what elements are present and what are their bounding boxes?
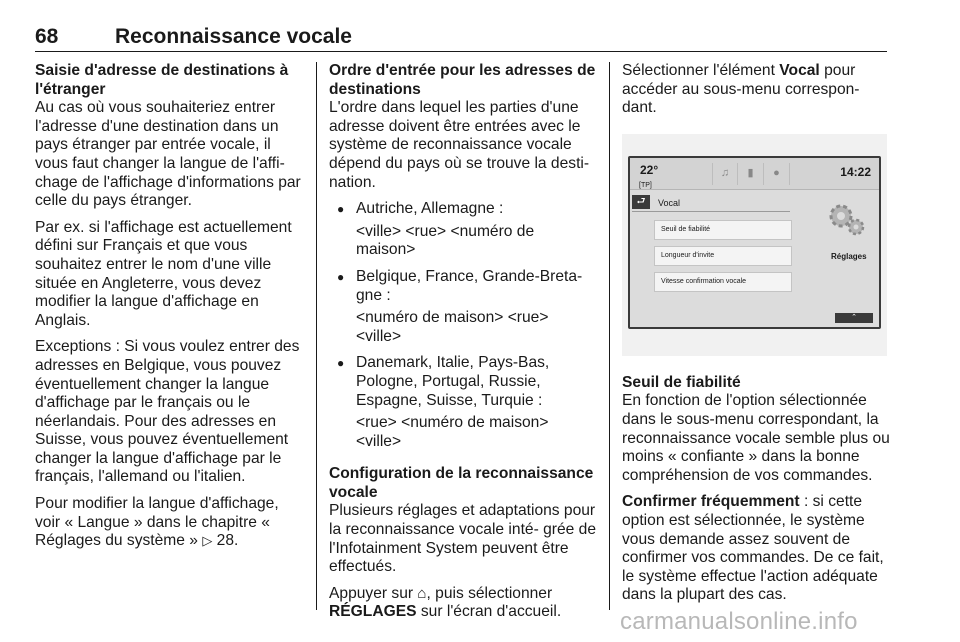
paragraph: Plusieurs réglages et adaptations pour la reconnaissance vocale inté- grée de l'Infotainment System peuvent être effectués. xyxy=(329,502,596,576)
section-heading: Saisie d'adresse de destinations à l'étranger xyxy=(35,62,289,98)
menu-title: Vocal xyxy=(658,197,681,208)
paragraph xyxy=(622,493,890,605)
phone-icon: ▮ xyxy=(738,163,764,185)
paragraph xyxy=(622,62,890,118)
status-bar xyxy=(630,158,879,190)
column-left xyxy=(35,62,303,559)
menu-divider xyxy=(632,211,790,212)
address-order: <numéro de maison> <rue> <ville> xyxy=(356,309,549,345)
page-reference[interactable]: 28. xyxy=(216,532,239,550)
menu-term: RÉGLAGES xyxy=(329,603,417,621)
gear-icon[interactable] xyxy=(827,202,867,238)
menu-item-longueur-invite[interactable]: Longueur d'invite xyxy=(654,246,792,266)
infotainment-screenshot xyxy=(622,134,887,356)
address-order: <ville> <rue> <numéro de maison> xyxy=(356,222,535,259)
menu-item-seuil-de-fiabilite[interactable]: Seuil de fiabilité xyxy=(654,220,792,240)
paragraph xyxy=(329,585,597,622)
section-heading: Seuil de fiabilité xyxy=(622,373,741,391)
traffic-program-indicator: [TP] xyxy=(639,181,652,189)
page-number: 68 xyxy=(35,25,59,48)
music-note-icon: ♫ xyxy=(712,163,738,185)
section-heading: Configuration de la reconnaissance vocale xyxy=(329,465,594,501)
clock: 14:22 xyxy=(840,164,871,179)
home-icon: ⌂ xyxy=(417,584,427,602)
watermark: carmanualsonline.info xyxy=(620,608,858,635)
paragraph: Au cas où vous souhaiteriez entrer l'adresse d'une destination dans un pays étranger par entrée vocale, il vous faut changer la langue de l'affi- chage de l'affichage d'informations par celle du pays étranger. xyxy=(35,99,301,210)
section-heading: Ordre d'entrée pour les adresses de destinations xyxy=(329,62,596,98)
chevron-up-icon[interactable]: ⌃ xyxy=(835,313,873,323)
bullet-item: ● Autriche, Allemagne : xyxy=(329,200,597,219)
paragraph: Exceptions : Si vous voulez entrer des adresses en Belgique, vous pouvez éventuellement changer la langue d'affichage par le français ou le néerlandais. Pour des adresses en Suisse, vous pouvez éventuellement changer la langue d'affichage par le français, l'allemand ou l'italien. xyxy=(35,338,300,486)
bullet-item: ● Belgique, France, Grande-Breta- gne : xyxy=(329,268,597,305)
paragraph-text: Pour modifier la langue d'affichage, voir « Langue » dans le chapitre « Réglages du système » xyxy=(35,495,279,550)
paragraph-text: sur l'écran d'accueil. xyxy=(420,603,562,621)
page-title: Reconnaissance vocale xyxy=(115,25,352,48)
column-middle xyxy=(329,62,597,622)
paragraph xyxy=(35,495,303,551)
menu-term: Vocal xyxy=(779,62,820,79)
paragraph-text: Sélectionner l'élément xyxy=(622,62,775,79)
address-order: <rue> <numéro de maison> <ville> xyxy=(356,414,549,450)
temperature: 22° xyxy=(640,162,659,177)
paragraph-text: , puis sélectionner xyxy=(426,584,553,602)
bullet-item: ● Danemark, Italie, Pays-Bas, Pologne, Portugal, Russie, Espagne, Suisse, Turquie : xyxy=(329,354,597,410)
menu-item-vitesse-confirmation[interactable]: Vitesse confirmation vocale xyxy=(654,272,792,292)
paragraph-text: Appuyer sur xyxy=(329,584,414,602)
settings-label: Réglages xyxy=(831,251,867,261)
paragraph: Par ex. si l'affichage est actuellement défini sur Français et que vous souhaitez entrer le nom d'une ville située en Angleterre, vous devez modifier la langue d'affichage en Anglais. xyxy=(35,218,292,329)
paragraph-text: : si cette option est sélectionnée, le système vous demande assez souvent de confirmer vos commandes. De ce fait, le système effectue l'action adéquate dans la plupart des cas. xyxy=(622,493,884,604)
page-header xyxy=(35,22,887,52)
option-term: Confirmer fréquemment xyxy=(622,493,800,511)
paragraph: L'ordre dans lequel les parties d'une adresse doivent être entrées avec le système de reconnaissance vocale dépend du pays où se trouve la desti- nation. xyxy=(329,99,590,191)
column-divider xyxy=(609,62,610,610)
infotainment-display xyxy=(628,156,881,329)
back-arrow-icon[interactable]: ⮐ xyxy=(632,195,650,209)
paragraph-text: pour accéder au sous-menu correspon- dant. xyxy=(622,62,860,117)
page-reference-icon: ▷ xyxy=(202,533,213,549)
column-divider xyxy=(316,62,317,610)
paragraph: En fonction de l'option sélectionnée dans le sous-menu correspondant, la reconnaissance vocale semble plus ou moins « confiante » dans la bonne compréhension de vos commandes. xyxy=(622,392,890,484)
globe-icon: ● xyxy=(764,163,790,185)
column-right xyxy=(622,62,890,605)
